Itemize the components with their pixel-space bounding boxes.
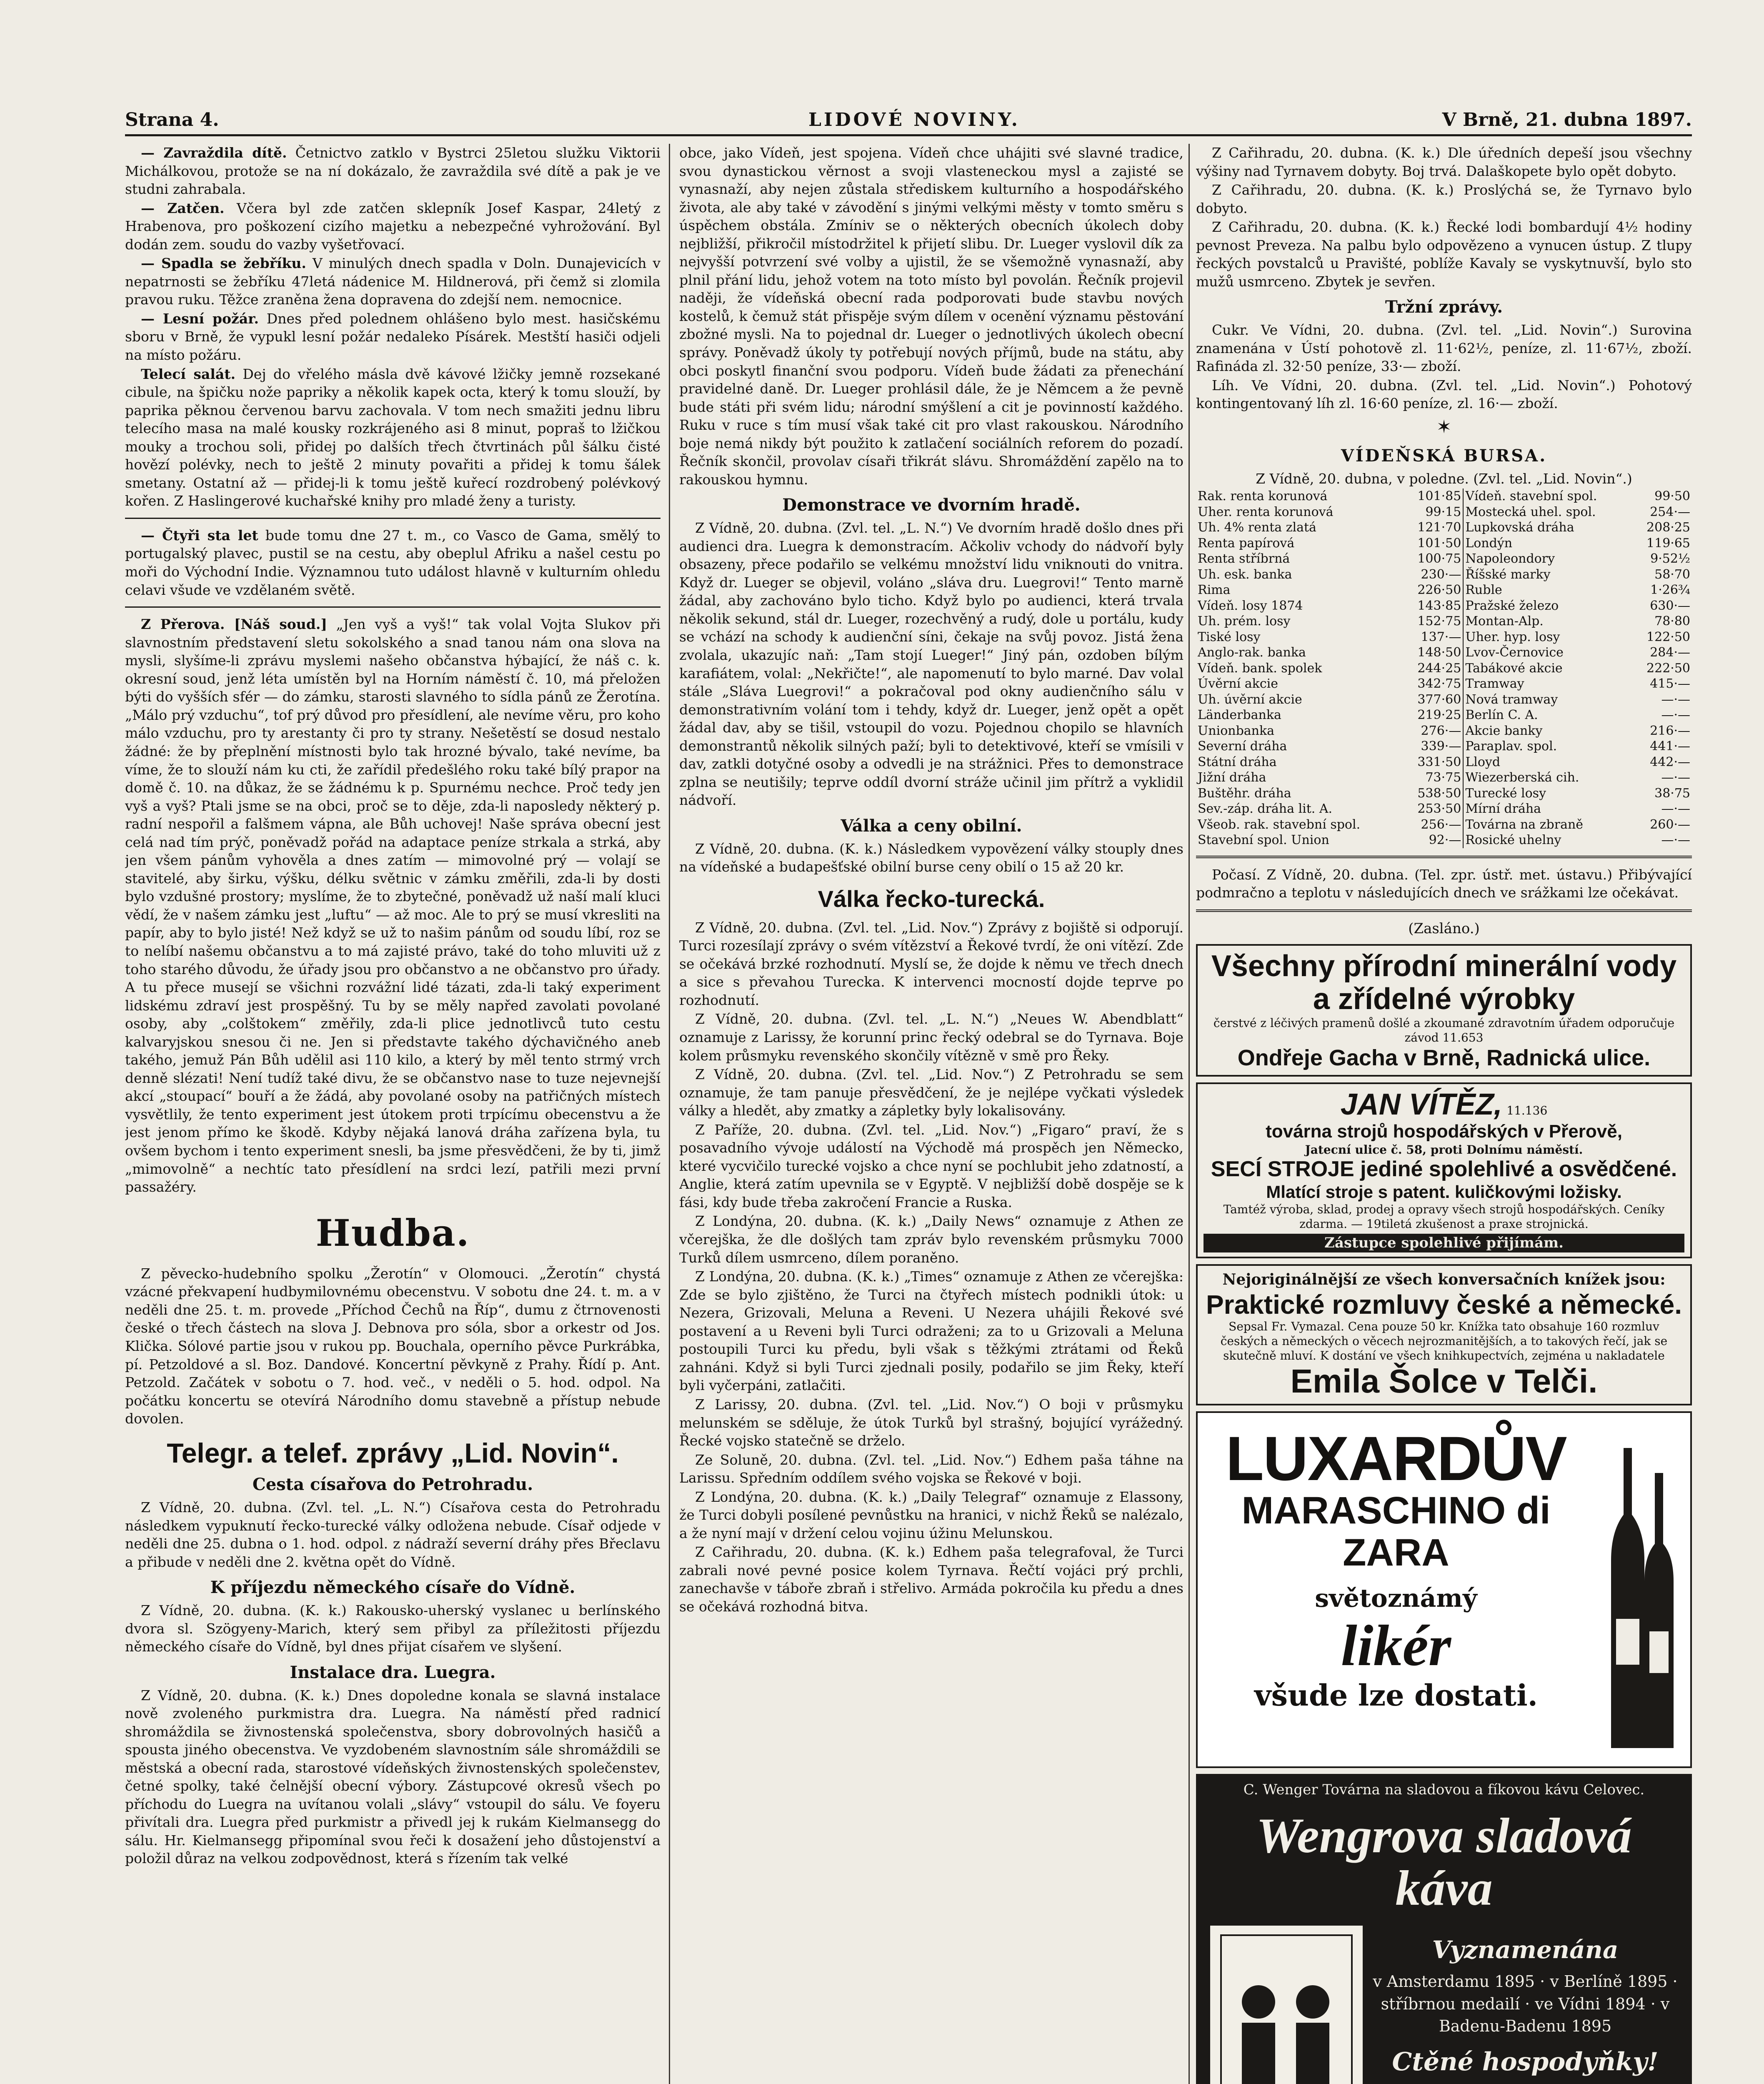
bursa-row bbox=[1196, 739, 1692, 754]
bursa-value: —·— bbox=[1661, 692, 1690, 707]
heading-cesta: Cesta císařova do Petrohradu. bbox=[252, 1475, 533, 1495]
dispatch: Z Larissy, 20. dubna. (Zvl. tel. „Lid. Nov.“) O boji v průsmyku melunském se sděluje, že útok Turků byl strašný, bojující vyrážedný. Řecké vojsko statečně se drželo. bbox=[679, 1396, 1184, 1449]
bursa-value: 442·— bbox=[1650, 754, 1690, 769]
dispatch: Z Londýna, 20. dubna. (K. k.) „Daily Telegraf“ oznamuje z Elassony, že Turci dobyli posílené pevnůstku na hranici, v nichž Řeků se nalézalo, a že nyní mají v držení celou vojinu úžinu Melunskou. bbox=[679, 1488, 1184, 1541]
bursa-value: 222·50 bbox=[1646, 661, 1690, 676]
bursa-row bbox=[1196, 488, 1692, 504]
bursa-value: 253·50 bbox=[1417, 802, 1461, 817]
ad-vitez-agent: Zástupce spolehlivé přijímám. bbox=[1204, 1234, 1684, 1252]
bursa-row bbox=[1196, 723, 1692, 739]
bursa-row bbox=[1196, 801, 1692, 817]
bursa-item: Lvov-Černovice bbox=[1463, 645, 1633, 661]
bursa-value: 148·50 bbox=[1417, 645, 1461, 660]
bursa-value: 260·— bbox=[1650, 817, 1690, 832]
bursa-value: 216·— bbox=[1650, 723, 1690, 738]
ad-gach bbox=[1196, 944, 1692, 1077]
bursa-value: 244·25 bbox=[1417, 661, 1461, 676]
article-lueger-continued: obce, jako Vídeň, jest spojena. Vídeň chce uhájiti své slavné tradice, svou dynastickou věrnost a svoji vlasteneckou mysl a zajisté se vynasnaží, aby nejen zůstala střediskem kulturního a hospodářského života, ale aby také v závodění s jinými velkými městy v tomto směru s úspěchem obstála. Zmíniv se o některých obecních úkolech doby nejbližší, přikročil místodržitel k přijetí slibu. Dr. Lueger vyslovil dík za nejvyšší potvrzení své volby a ujistil, že se všemožně vynasnaží, aby plnil přání lidu, jehož votem na toto místo byl povolán. Řečník projevil naději, že vídeňská obecní rada podporovati bude stavbu nových kostelů, k čemuž stát přispěje svým dílem v ocenění významu pěstování zbožné mysli. Na to pojednal dr. Lueger o jednotlivých úkolech obecní správy. Poněvadž úkoly ty potřebují nových příjmů, bude na státu, aby obci poskytl finanční svou podporu. Vídeň bude žádati za přenechání pravidelné daně. Dr. Lueger prohlásil dále, že je Němcem a že pevně bude státi při svém lidu; národní smýšlení a cit je povinností každého. Ruku v ruce s tím musí však také cit pro vlast rakouskou. Národního boje nemá nikdy být použito k zatlačení sociálních reforem do pozadí. Řečník skončil, provolav císaři třikrát slávu. Shromáždění zapělo na to rakouskou hymnu. bbox=[679, 145, 1184, 488]
weather: Počasí. Z Vídně, 20. dubna. (Tel. zpr. ústř. met. ústavu.) Přibývající podmračno a teplotu v následujících dnech ve srážkami lze očekávat. bbox=[1196, 866, 1692, 901]
bursa-value: —·— bbox=[1661, 802, 1690, 817]
ad-wengrova-awards bbox=[1369, 1934, 1682, 2084]
column-rule bbox=[669, 144, 670, 2084]
bursa-row bbox=[1196, 661, 1692, 676]
bursa-item: Unionbanka bbox=[1198, 723, 1275, 738]
bursa-value: 219·25 bbox=[1417, 708, 1461, 723]
bursa-value: 339·— bbox=[1421, 739, 1461, 754]
bursa-value: 101·85 bbox=[1417, 489, 1461, 504]
dispatch: Z Londýna, 20. dubna. (K. k.) „Times“ oznamuje z Athen ze včerejška: Zde se bylo zjištěno, že Turci na čtyřech místech podnikli útok: u Nezera, Grizovali, Meluna a Reveni. U Nezera uhájili Řekové své postavení a u Reveni byli Turci odraženi; za to u Grizovali a Meluna postoupili Turci ku předu, byli však s těžkými ztrátami od Řeků zahnáni. Když si byli Turci zjednali posily, podařilo se jim Řeky, kteří byli vyčerpáni, zatlačiti. bbox=[679, 1268, 1184, 1394]
article-teleci: Telecí salát. Dej do vřelého másla dvě kávové lžičky jemně rozsekané cibule, na špičku nože papriky a několik kapek octa, který k tomu slouží, by paprika pěknou červenou barvu zachovala. V tom nech smažiti jednu libru telecího masa na malé kousky rozkrájeného asi 8 minut, popraš to lžičkou mouky a trochou soli, přidej po dalších třech čtvrtinách půl šálku čisté hovězí polévky, nech to ještě 2 minuty povařiti a přidej k tomu šálek smetany. Ostatní až — přidej-li k tomu ještě kuřecí rozdrobený polévkový kořen. Z Haslingerové kuchařské knihy pro mladé ženy a turisty. bbox=[125, 366, 661, 509]
bursa-item: Ruble bbox=[1463, 582, 1633, 598]
column-2 bbox=[679, 144, 1184, 2084]
bursa-row bbox=[1196, 817, 1692, 833]
bursa-item: Rak. renta korunová bbox=[1198, 489, 1328, 504]
bursa-row bbox=[1196, 707, 1692, 723]
divider bbox=[1196, 909, 1692, 912]
bursa-value: 441·— bbox=[1650, 739, 1690, 754]
bursa-row bbox=[1196, 832, 1692, 848]
column-1 bbox=[125, 144, 661, 2084]
bursa-value: 38·75 bbox=[1654, 786, 1690, 801]
bursa-value: 630·— bbox=[1650, 598, 1690, 613]
bursa-item: Uher. hyp. losy bbox=[1463, 629, 1633, 645]
bursa-value: 415·— bbox=[1650, 676, 1690, 691]
newspaper-title: LIDOVÉ NOVINY. bbox=[808, 109, 1020, 130]
dispatch: Z Cařihradu, 20. dubna. (K. k.) Dle úředních depeší jsou všechny výšiny nad Tyrnavem dobyty. Boj trvá. Dalaškopete bylo opět dobyto. bbox=[1196, 145, 1692, 179]
bursa-value: 122·50 bbox=[1646, 629, 1690, 644]
bursa-row bbox=[1196, 645, 1692, 661]
heading-instalace: Instalace dra. Luegra. bbox=[290, 1662, 496, 1682]
bursa-value: 121·70 bbox=[1417, 520, 1461, 535]
ad-luxardo-name: LUXARDŮV bbox=[1226, 1423, 1566, 1493]
bursa-item: Uh. 4% renta zlatá bbox=[1198, 520, 1316, 535]
column-3 bbox=[1196, 144, 1692, 2084]
article-hudba: Z pěvecko-hudebního spolku „Žerotín“ v Olomouci. „Žerotín“ chystá vzácné překvapení hudbymilovnému obecenstvu. V sobotu dne 24. t. m. a v neděli dne 25. t. m. provede „Příchod Čechů na Říp“, dumu z čtrnovenosti české o třech částech na slova J. Debnova pro sóla, sbor a orkestr od Jos. Klička. Sólové partie jsou v rukou pp. Bouchala, operního pěvce Purkrábka, pí. Petzoldové a sl. Boz. Dandové. Koncertní pěvkyně z Prahy. Řídí p. Ant. Petzold. Začátek v sobotu o 7. hod. več., v neděli o 5. hod. odpol. Na počátku koncertu se otevírá Národního domu stavebně a přístup nebude dovolen. bbox=[125, 1265, 661, 1427]
article-demonstrace: Z Vídně, 20. dubna. (Zvl. tel. „L. N.“) Ve dvorním hradě došlo dnes při audienci dra. Luegra k demonstracím. Ačkoliv vchody do nádvoří byly obsazeny, přece podařilo se velkému množství lidu vniknouti do vnitra. Když dr. Lueger se objevil, voláno „sláva dru. Luegrovi!“ Tento marně žádal, aby zachováno bylo ticho. Když bylo po audienci, která trvala několik sekund, stál dr. Lueger, rozechvěný a rudý, dole u portálu, kudy se vchází na schody k audienční síni, čekaje na svůj povoz. Jistá žena zvolala, ukazujíc naň: „Tam stojí Lueger!“ Jiný pán, ozdoben bílým karafiátem, volal: „Nekřičte!“, ale napomenutí to bylo marné. Dav volal stále „Sláva Luegrovi!“ a pokračoval pod okny audienčního sálu v demonstrativním volání tom i tehdy, když dr. Lueger, jenž opět a opět žádal dav, aby se tišil, vstoupil do vozu. Pojednou chopilo se hlavních demonstrantů několik silných paží; byli to detektivové, kteří se vmísili v dav, zatkli dotyčné osoby a odvedli je na strážnici. Přes to demonstrace zplna se neutišily; teprve oddíl dvorní stráže učinil jim přítrž a vyklidil nádvoří. bbox=[679, 520, 1184, 809]
ad-gach-headline: Všechny přírodní minerální vody a zřídelné výrobky bbox=[1211, 949, 1677, 1016]
ad-gach-name: Ondřeje Gacha v Brně, Radnická ulice. bbox=[1237, 1045, 1651, 1071]
divider bbox=[1196, 856, 1692, 858]
bursa-item: Vídeň. losy 1874 bbox=[1198, 598, 1303, 613]
bursa-value: 99·15 bbox=[1425, 504, 1461, 519]
bursa-row bbox=[1196, 629, 1692, 645]
bursa-row bbox=[1196, 676, 1692, 692]
bursa-item: Rosické uhelny bbox=[1463, 832, 1633, 848]
bursa-row bbox=[1196, 504, 1692, 520]
ad-vitez-big: SECÍ STROJE jediné spolehlivé a osvědčené. bbox=[1211, 1157, 1677, 1182]
bursa-item: Mírní dráha bbox=[1463, 801, 1633, 817]
bursa-item: Vídeň. stavební spol. bbox=[1463, 488, 1633, 504]
heading-valka-obili: Válka a ceny obilní. bbox=[841, 816, 1022, 836]
bursa-table bbox=[1196, 488, 1692, 848]
bursa-item: Anglo-rak. banka bbox=[1198, 645, 1306, 660]
bursa-value: 331·50 bbox=[1417, 754, 1461, 769]
market-lih: Líh. Ve Vídni, 20. dubna. (Zvl. tel. „Lid. Novin“.) Pohotový kontingentovaný líh zl. 16·60 peníze, zl. 16·— zboží. bbox=[1196, 377, 1692, 412]
bursa-value: 58·70 bbox=[1654, 567, 1690, 582]
bursa-subtitle: Z Vídně, 20. dubna, v poledne. (Zvl. tel. „Lid. Novin“.) bbox=[1256, 470, 1632, 487]
ad-wengrova-top: C. Wenger Továrna na sladovou a fíkovou kávu Celovec. bbox=[1243, 1781, 1645, 1798]
bursa-item: Pražské železo bbox=[1463, 598, 1633, 614]
bursa-item: Tramway bbox=[1463, 676, 1633, 692]
bursa-item: Severní dráha bbox=[1198, 739, 1287, 754]
bursa-value: 78·80 bbox=[1654, 614, 1690, 629]
bursa-value: 538·50 bbox=[1417, 786, 1461, 801]
package-illustration-icon bbox=[1213, 1927, 1360, 2084]
ad-solc bbox=[1196, 1264, 1692, 1405]
ad-wengrova bbox=[1196, 1774, 1692, 2084]
bursa-row bbox=[1196, 786, 1692, 802]
ad-wengrova-housewives: Ctěné hospodyňky! bbox=[1392, 2047, 1659, 2077]
heading-prijezd: K příjezdu německého císaře do Vídně. bbox=[210, 1578, 575, 1598]
heading-demonstrace: Demonstrace ve dvorním hradě. bbox=[782, 495, 1081, 515]
dispatch: Z Vídně, 20. dubna. (Zvl. tel. „L. N.“) „Neues W. Abendblatt“ oznamuje z Larissy, že korunní princ řecký odebral se do Tyrnava. Boje kolem průsmyku revenského skončily vítězně v smě pro Řeky. bbox=[679, 1011, 1184, 1064]
bursa-item: Uh. prém. losy bbox=[1198, 614, 1291, 629]
article-cesta: Z Vídně, 20. dubna. (Zvl. tel. „L. N.“) Císařova cesta do Petrohradu následkem vypuknutí řecko-turecké války odložena nebude. Císař odjede v neděli dne 25. dubna o 1. hod. odpol. z nádraží severní dráhy přes Břeclavu a přibude v neděli dne 2. května opět do Vídně. bbox=[125, 1499, 661, 1570]
bursa-item: Uh. úvěrní akcie bbox=[1198, 692, 1302, 707]
ad-vitez-line: továrna strojů hospodářských v Přerově, bbox=[1266, 1121, 1622, 1142]
bursa-value: —·— bbox=[1661, 708, 1690, 723]
bursa-item: Turecké losy bbox=[1463, 786, 1633, 802]
bursa-value: 342·75 bbox=[1417, 676, 1461, 691]
ad-luxardo bbox=[1196, 1411, 1692, 1768]
divider bbox=[125, 606, 661, 608]
bursa-value: 276·— bbox=[1421, 723, 1461, 738]
ad-vitez-mid: Mlatící stroje s patent. kuličkovými ložisky. bbox=[1266, 1182, 1622, 1202]
zaslano-label: (Zasláno.) bbox=[1408, 920, 1480, 937]
bursa-value: —·— bbox=[1661, 833, 1690, 848]
article-spadla: — Spadla se žebříku. V minulých dnech spadla v Doln. Dunajevicích v nepatrnosti se žebříku 47letá nádenice M. Hildnerová, při čemž si zlomila pravou ruku. Těžce zraněna žena dopravena do zdejší nem. nemocnice. bbox=[125, 255, 661, 308]
bursa-item: Napoleondory bbox=[1463, 551, 1633, 567]
bursa-item: Berlín C. A. bbox=[1463, 707, 1633, 723]
bursa-item: Státní dráha bbox=[1198, 754, 1277, 769]
column-rule bbox=[1189, 144, 1190, 2084]
article-prijezd: Z Vídně, 20. dubna. (K. k.) Rakousko-uherský vyslanec u berlínského dvora sl. Szögyeny-Marich, který sem přibyl za příležitosti příjezdu německého císaře do Vídně, byl dnes přijat císařem ve slyšení. bbox=[125, 1602, 661, 1655]
bursa-item: Akcie banky bbox=[1463, 723, 1633, 739]
dispatch: Z Cařihradu, 20. dubna. (K. k.) Proslýchá se, že Tyrnavo bylo dobyto. bbox=[1196, 182, 1692, 216]
bottles-icon bbox=[1594, 1423, 1682, 1748]
bursa-row bbox=[1196, 614, 1692, 629]
bursa-item: Jižní dráha bbox=[1198, 770, 1266, 785]
ad-luxardo-liker: likér bbox=[1341, 1613, 1451, 1678]
bursa-item: Sev.-záp. dráha lit. A. bbox=[1198, 802, 1333, 817]
divider bbox=[125, 518, 661, 519]
dateline: V Brně, 21. dubna 1897. bbox=[1442, 109, 1692, 130]
bursa-row bbox=[1196, 754, 1692, 770]
ad-wengrova-title: Wengrova sladová káva bbox=[1256, 1807, 1632, 1916]
bursa-item: Länderbanka bbox=[1198, 708, 1281, 723]
heading-valka: Válka řecko-turecká. bbox=[818, 885, 1045, 912]
bursa-item: Tabákové akcie bbox=[1463, 661, 1633, 676]
bursa-item: Říšské marky bbox=[1463, 567, 1633, 583]
bursa-row bbox=[1196, 520, 1692, 536]
bursa-value: —·— bbox=[1661, 770, 1690, 785]
article-prerov: Z Přerova. [Náš soud.] „Jen vyš a vyš!“ tak volal Vojta Slukov při slavnostním představení sletu sokolského a snad tanou nám ona slova na mysli, slyšíme-li zprávu myslemi našeho občanstva hýbající, že náš c. k. okresní soud, jenž léta umístěn byl na Horním náměstí č. 10, má přeložen býti do vyšších sfér — do zámku, starosti slavného to sídla pánů ze Žerotína. „Málo prý vzduchu“, tof prý důvod pro přesídlení, ale nevíme věru, pro koho málo vzduchu, pro ty arestanty či pro ty strany. Nešetěstí se dosud nestalo žádné: že by přeplnění místnosti bylo tak hrozné bývalo, také nevíme, ba víme, že to slouží nám ku cti, že zařídil předešlého roku také bílý prapor na domě č. 10. na důkaz, že se žádnému k p. Spurnému nechce. Proč tedy jen vyš a vyš? Ptali jsme se na obci, proč se to děje, zda-li naposledy některý p. radní nespořil a falšmem vápna, ale Bůh uchovej! Naše správa obecní jest celá nad tím prýč, poněvadž pořád na adaptace peníze strkala a strká, aby jen všem pánům vyhověla a dnes zatím — mimovolné prý — volají se stavitelé, aby širku, výšku, délku světnic v zámku změřili, zda-li by dosti bylo vzdušné prostory; myslíme, že to zbytečné, poněvadž už naší malí kluci vědí, že v našem zámku jest „luftu“ — až moc. Ale to prý se musí vkresliti na papír, aby to bylo jisté! Než když se už to našim pánům od soudu líbí, roz se to nelíbí našemu občanstvu a to má zajisté právo, také do toho mluviti už z toho starého důvodu, že úřady jsou pro občanstvo a ne občanstvo pro úřady. A tu přece musejí se všichni rozvážní lidé tázati, zda-li taký experiment lidskému zdraví jest prospěšný. Tu by se měly napřed zavolati povolané osoby, aby „colštokem“ změřily, zda-li plice jednotlivců tuto cestu kalvaryjskou snesou či ne. Jen si představte takého dýchavičného aneb takého, jemuž Pán Bůh udělil asi 110 kilo, a který by měl tento strmý vrch denně slézati! Není tudíž také divu, že se občanstvo nase to tuze nejevnejší akcí „stoupací“ bouří a že žádá, aby povolané osoby na patřičných místech vysvětlily, že tento experiment jest útokem proti trpícímu obecenstvu a že jest jenom přímo ke škodě. Kdyby nějaká lanová dráha zařízena byla, tu ovšem bychom i tento experiment snesli, ba jsme přesvědčeni, že by ti, jimž „mimovolně“ a nechtíc tato přesídlení na srdci lezí, patřili mezi první passažéry. bbox=[125, 616, 661, 1195]
article-instalace: Z Vídně, 20. dubna. (K. k.) Dnes dopoledne konala se slavná instalace nově zvoleného purkmistra dra. Luegra. Na náměstí před radnicí shromáždila se živnostenská společenstva, sbory dobrovolných hasičů a spousta jiného obecenstva. Ve vyzdobeném slavnostním sále shromáždili se městská a obecní rada, starostové vídeňských živnostenských společenstev, četné spolky, také čelnější obecní výbory. Zástupcové okresů všech po příchodu do Luegra na uvítanou volali „slávy“ vstoupil do sálu. Ve foyeru přivítali dra. Luegra před purkmistr a přivedl jej k rukám Kielmansegg do sálu. Hr. Kielmansegg připomínal svou řeči k dosažení jeho důstojenství a položil důraz na velkou zodpovědnost, která s řízením tak velké bbox=[125, 1687, 661, 1867]
bursa-item: Lloyd bbox=[1463, 754, 1633, 770]
awards-heading: Vyznamenána bbox=[1432, 1935, 1619, 1964]
bursa-item: Všeob. rak. stavební spol. bbox=[1198, 817, 1361, 832]
ad-solc-big: Praktické rozmluvy české a německé. bbox=[1206, 1289, 1682, 1320]
ad-luxardo-tagline: světoznámý bbox=[1315, 1584, 1477, 1613]
bursa-value: 256·— bbox=[1421, 817, 1461, 832]
article-valka-obili: Z Vídně, 20. dubna. (K. k.) Následkem vypovězení války stouply dnes na vídeňské a budapešťské obilní burse ceny obilí o 15 až 20 kr. bbox=[679, 840, 1184, 875]
bursa-item: Lupkovská dráha bbox=[1463, 520, 1633, 536]
bursa-item: Stavební spol. Union bbox=[1198, 833, 1329, 848]
heading-bursa: VÍDEŇSKÁ BURSA. bbox=[1341, 446, 1547, 466]
bursa-item: Nová tramway bbox=[1463, 692, 1633, 708]
bursa-value: 226·50 bbox=[1417, 583, 1461, 598]
bursa-row bbox=[1196, 551, 1692, 567]
masthead bbox=[125, 109, 1692, 136]
bursa-value: 377·60 bbox=[1417, 692, 1461, 707]
bursa-item: Wiezerberská cih. bbox=[1463, 770, 1633, 786]
bursa-item: Mostecká uhel. spol. bbox=[1463, 504, 1633, 520]
bursa-value: 1·26¾ bbox=[1650, 583, 1690, 598]
bursa-value: 254·— bbox=[1650, 504, 1690, 519]
ad-vitez-addr: Jatecní ulice č. 58, proti Dolnímu náměstí. bbox=[1305, 1143, 1583, 1157]
bursa-value: 73·75 bbox=[1425, 770, 1461, 785]
section-title-hudba: Hudba. bbox=[315, 1211, 470, 1255]
bursa-item: Továrna na zbraně bbox=[1463, 817, 1633, 833]
bursa-row bbox=[1196, 598, 1692, 614]
market-cukr: Cukr. Ve Vídni, 20. dubna. (Zvl. tel. „Lid. Novin“.) Surovina znamenána v Ústí pohotově zl. 11·62½, peníze, zl. 11·67½, zboží. Rafináda zl. 32·50 peníze, 33·— zboží. bbox=[1196, 322, 1692, 375]
bursa-item: Renta papírová bbox=[1198, 536, 1295, 551]
dispatch: Z Cařihradu, 20. dubna. (K. k.) Edhem paša telegrafoval, že Turci zabrali nové pevné posice kolem Tyrnava. Řečtí vojáci prý prchli, zanechavše v táboře zbraň i střelivo. Armáda pokročila ku předu a dnes se očekává rozhodná bitva. bbox=[679, 1544, 1184, 1615]
ad-luxardo-everywhere: všude lze dostati. bbox=[1254, 1678, 1538, 1713]
bursa-item: Montan-Alp. bbox=[1463, 614, 1633, 629]
bursa-item: Úvěrní akcie bbox=[1198, 676, 1278, 691]
bursa-value: 143·85 bbox=[1417, 598, 1461, 613]
bursa-value: 100·75 bbox=[1417, 551, 1461, 566]
dispatch: Z Cařihradu, 20. dubna. (K. k.) Řecké lodi bombardují 4½ hodiny pevnost Preveza. Na palbu bylo odpovězeno a vynucen ústup. Z tlupy řeckých povstalců u Pravišté, poblíže Kavaly se vyskytnuvší, bylo sto mužů usmrceno. Zbytek je sevřen. bbox=[1196, 219, 1692, 290]
article-ctyri-sta-let: — Čtyři sta let bude tomu dne 27 t. m., co Vasco de Gama, smělý to portugalský plavec, pustil se na cestu, aby obeplul Afriku a našel cestu po moři do Východní Indie. Významnou tuto událost hlavně v kulturním ohledu celavi všude ve vzdělaném světě. bbox=[125, 527, 661, 598]
bursa-value: 284·— bbox=[1650, 645, 1690, 660]
bursa-value: 92·— bbox=[1429, 833, 1461, 848]
bursa-item: Buštěhr. dráha bbox=[1198, 786, 1291, 801]
divider-star: ✶ bbox=[1436, 416, 1452, 438]
bursa-value: 230·— bbox=[1421, 567, 1461, 582]
awards-list: v Amsterdamu 1895 · v Berlíně 1895 · stříbrnou medailí · ve Vídni 1894 · v Badenu-Badenu 1895 bbox=[1373, 1972, 1678, 2035]
ad-solc-top: Nejoriginálnější ze všech konversačních knížek jsou: bbox=[1222, 1271, 1666, 1289]
coffee-package-icon bbox=[1210, 1926, 1363, 2084]
page-number: Strana 4. bbox=[125, 109, 219, 130]
ad-vitez-small: Tamtéž výroba, sklad, prodej a opravy všech strojů hospodářských. Ceníky zdarma. — 19tiletá zkušenost a praxe strojnická. bbox=[1223, 1202, 1665, 1231]
bursa-item: Vídeň. bank. spolek bbox=[1198, 661, 1322, 676]
dispatch: Ze Soluně, 20. dubna. (Zvl. tel. „Lid. Nov.“) Edhem paša táhne na Larissu. Spředním oddílem svého vojska se Řekové v boji. bbox=[679, 1451, 1184, 1486]
bursa-row bbox=[1196, 692, 1692, 708]
ad-vitez-name: JAN VÍTĚZ, 11.136 bbox=[1340, 1088, 1548, 1122]
section-title-telegrams: Telegr. a telef. zprávy „Lid. Novin“. bbox=[167, 1437, 619, 1468]
bursa-row bbox=[1196, 770, 1692, 786]
bursa-row bbox=[1196, 582, 1692, 598]
bursa-item: Rima bbox=[1198, 583, 1231, 598]
bursa-row bbox=[1196, 567, 1692, 583]
heading-trzni: Tržní zprávy. bbox=[1385, 297, 1503, 317]
bursa-row bbox=[1196, 536, 1692, 551]
dispatch: Z Londýna, 20. dubna. (K. k.) „Daily News“ oznamuje z Athen ze včerejška, že dle došlých tam zpráv bylo revenském průsmyku 7000 Turků dílem usmrceno, dílem poraněno. bbox=[679, 1213, 1184, 1266]
bursa-value: 208·25 bbox=[1646, 520, 1690, 535]
ad-solc-publisher: Emila Šolce v Telči. bbox=[1290, 1362, 1598, 1400]
bursa-item: Londýn bbox=[1463, 536, 1633, 551]
ad-luxardo-product: MARASCHINO di ZARA bbox=[1241, 1489, 1551, 1574]
bursa-value: 101·50 bbox=[1417, 536, 1461, 551]
bursa-value: 152·75 bbox=[1417, 614, 1461, 629]
ad-vitez bbox=[1196, 1082, 1692, 1258]
ad-gach-text: čerstvé z léčivých pramenů došlé a zkoumané zdravotním úřadem odporučuje závod 11.653 bbox=[1213, 1016, 1675, 1045]
article-zatcen: — Zatčen. Včera byl zde zatčen sklepník Josef Kaspar, 24letý z Hrabenova, pro poškození cizího majetku a nebezpečné vyhrožování. Byl dodán zem. soudu do vazby vyšetřovací. bbox=[125, 200, 661, 253]
ad-solc-small: Sepsal Fr. Vymazal. Cena pouze 50 kr. Knížka tato obsahuje 160 rozmluv českých a německých o věcech nejrozmanitějších, a to takových řečí, jak se skutečně mluví. K dostání ve všech knihkupectvích, zejména u nakladatele bbox=[1220, 1319, 1668, 1363]
bursa-item: Tiské losy bbox=[1198, 629, 1261, 644]
bursa-value: 137·— bbox=[1421, 629, 1461, 644]
bursa-item: Renta stříbrná bbox=[1198, 551, 1290, 566]
bursa-item: Uher. renta korunová bbox=[1198, 504, 1334, 519]
bursa-value: 119·65 bbox=[1646, 536, 1690, 551]
article-pozar: — Lesní požár. Dnes před polednem ohlášeno bylo mest. hasičskému sboru v Brně, že vypukl lesní požár nedaleko Písárek. Mestští hasiči odjeli na místo požáru. bbox=[125, 310, 661, 363]
dispatch: Z Vídně, 20. dubna. (Zvl. tel. „Lid. Nov.“) Zprávy z bojiště si odporují. Turci rozesílají zprávy o svém vítězství a Řekové tvrdí, že oni vítězí. Zde se očekává brzké rozhodnutí. Myslí se, že dojde k němu ve třech dnech a sice s převahou Turecka. K intervenci mocností dojde teprve po rozhodnutí. bbox=[679, 919, 1184, 1008]
bursa-item: Uh. esk. banka bbox=[1198, 567, 1292, 582]
dispatch: Z Paříže, 20. dubna. (Zvl. tel. „Lid. Nov.“) „Figaro“ praví, že s posavadního vývoje událostí na Východě má prospěch jen Německo, které vycvičilo turecké vojsko a chce nyní se pochlubit jeho zdatností, a Anglie, která zatím upevnila se v Egyptě. V nejbližší době dospěje se k fási, kdy bude třeba zakročení Francie a Ruska. bbox=[679, 1121, 1184, 1210]
dispatch: Z Vídně, 20. dubna. (Zvl. tel. „Lid. Nov.“) Z Petrohradu se sem oznamuje, že tam panuje přesvědčení, že je nejlépe vyčkati výsledek války a hledět, aby zmatky a zápletky byly lokalisovány. bbox=[679, 1066, 1184, 1119]
bursa-value: 9·52½ bbox=[1650, 551, 1690, 566]
bursa-value: 99·50 bbox=[1654, 489, 1690, 504]
article-zavrazdila: — Zavraždila dítě. Četnictvo zatklo v Bystrci 25letou služku Viktorii Michálkovou, protože se na ní dokázalo, že zavraždila své dítě a pak je ve studni zahrabala. bbox=[125, 145, 661, 198]
bursa-item: Paraplav. spol. bbox=[1463, 739, 1633, 754]
